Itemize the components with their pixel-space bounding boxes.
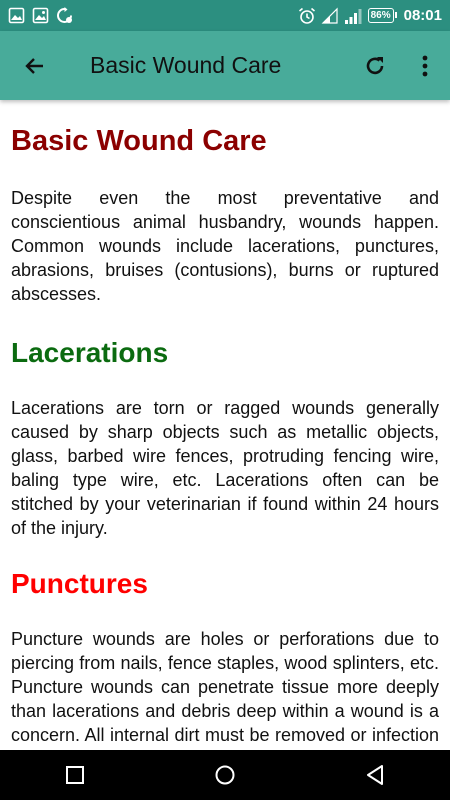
app-bar [0,31,450,100]
page-title: Basic Wound Care [11,125,267,157]
alarm-icon [298,7,316,25]
home-icon [214,764,236,786]
status-right-icons [298,7,442,25]
more-vert-icon [421,54,429,78]
section-heading-lacerations: Lacerations [11,337,169,368]
status-left-icons [8,7,73,24]
sync-icon [56,7,73,24]
status-bar [0,0,450,31]
image-icon [8,7,25,24]
recents-button[interactable] [45,750,105,800]
signal-icon [344,8,362,24]
section-body-lacerations: Lacerations are torn or ragged wounds generally caused by sharp objects such as metallic objects, glass, barbed wire fences, protruding fencing wire, baling type wire, etc. Lacerations often can be stitched by your veterinarian if found within 24 hours of the injury. [11,398,439,538]
app-bar-title: Basic Wound Care [90,52,282,78]
section-body-punctures: Puncture wounds are holes or perforations due to piercing from nails, fence staples, wood splinters, etc. Puncture wounds can penetrate tissue more deeply than lacerations and debris deep within a wound is a concern. All internal dirt must be removed or infection [11,629,439,745]
more-options-button[interactable] [400,31,450,100]
recents-icon [65,765,85,785]
home-button[interactable] [195,750,255,800]
back-nav-button[interactable] [345,750,405,800]
back-button[interactable] [0,31,70,100]
section-heading-punctures: Punctures [11,568,148,599]
status-time: 08:01 [403,7,442,24]
image-icon [32,7,49,24]
article-content[interactable] [11,100,439,750]
back-icon [364,764,386,786]
battery-icon: 86% [368,8,394,23]
refresh-button[interactable] [350,31,400,100]
refresh-icon [363,54,387,78]
intro-paragraph: Despite even the most preventative and conscientious animal husbandry, wounds happen. Common wounds include lacerations, punctures, abrasions, bruises (contusions), burns or ruptured abscesses. [11,188,439,304]
signal-weak-icon [322,8,338,24]
system-nav-bar [0,750,450,800]
back-arrow-icon [23,54,47,78]
